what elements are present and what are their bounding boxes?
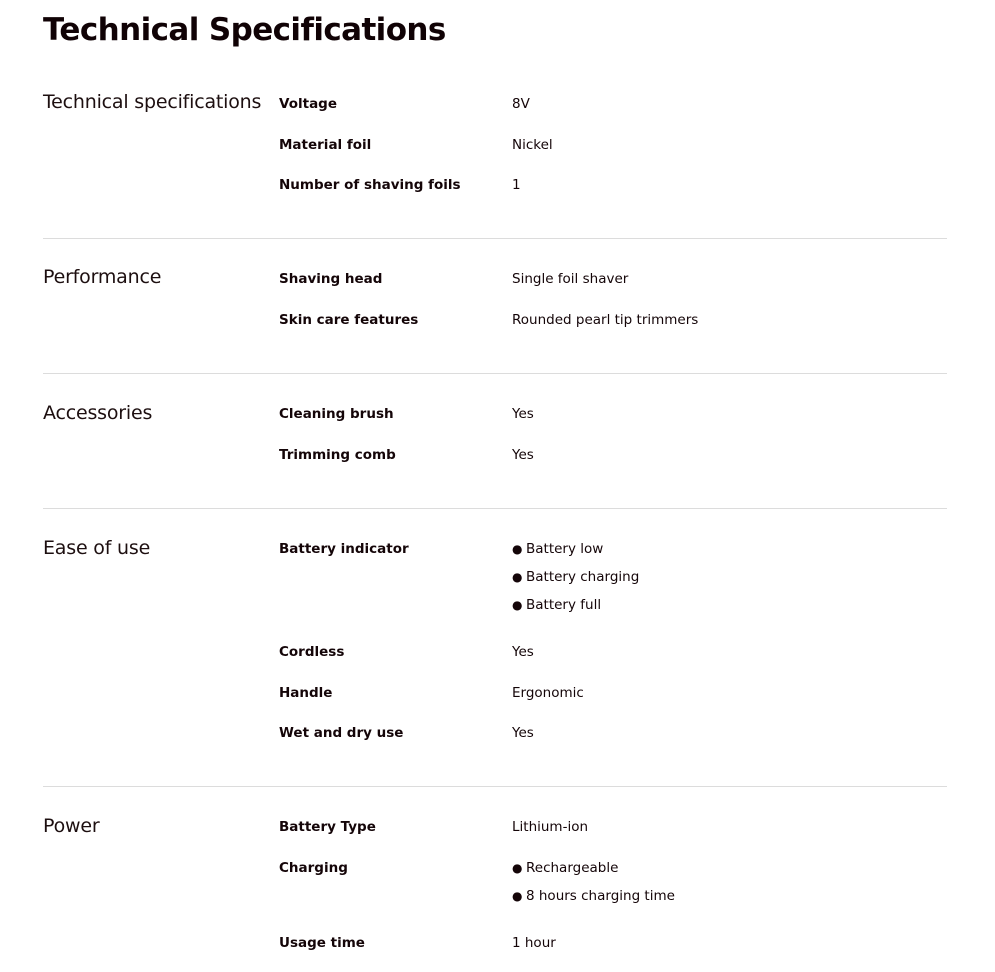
- section-title: Accessories: [43, 402, 153, 424]
- page-title: Technical Specifications: [43, 12, 446, 48]
- spec-label: Usage time: [279, 935, 365, 951]
- spec-label: Material foil: [279, 137, 372, 153]
- spec-label: Cordless: [279, 644, 345, 660]
- bullet-icon: ●: [512, 861, 523, 875]
- section-divider: [43, 508, 947, 509]
- section-divider: [43, 786, 947, 787]
- spec-row-battery-indicator: [43, 541, 947, 621]
- spec-value: Yes: [512, 406, 534, 422]
- spec-row-skin-care-features: [43, 312, 947, 332]
- spec-row-number-of-shaving-foils: [43, 177, 947, 197]
- section-divider: [43, 238, 947, 239]
- list-item: [512, 597, 639, 625]
- spec-row-trimming-comb: [43, 447, 947, 467]
- bullet-icon: ●: [512, 889, 523, 903]
- spec-row-material-foil: [43, 137, 947, 157]
- bullet-icon: ●: [512, 542, 523, 556]
- spec-row-cordless: [43, 644, 947, 664]
- spec-row-cleaning-brush: [43, 406, 947, 426]
- spec-value: Nickel: [512, 137, 553, 153]
- bullet-icon: ●: [512, 598, 523, 612]
- spec-row-wet-and-dry-use: [43, 725, 947, 745]
- spec-row-usage-time: [43, 935, 947, 955]
- spec-value: Yes: [512, 447, 534, 463]
- list-item: [512, 541, 639, 569]
- spec-label: Skin care features: [279, 312, 419, 328]
- spec-value-list: [512, 860, 675, 916]
- bullet-text: Battery full: [526, 597, 602, 613]
- bullet-text: 8 hours charging time: [526, 888, 675, 904]
- spec-label: Shaving head: [279, 271, 383, 287]
- bullet-text: Battery low: [526, 541, 604, 557]
- section-title: Technical specifications: [43, 91, 262, 113]
- spec-label: Handle: [279, 685, 333, 701]
- spec-label: Trimming comb: [279, 447, 396, 463]
- spec-label: Cleaning brush: [279, 406, 394, 422]
- spec-value: Ergonomic: [512, 685, 584, 701]
- spec-value: Single foil shaver: [512, 271, 629, 287]
- spec-row-battery-type: [43, 819, 947, 839]
- section-title: Power: [43, 815, 100, 837]
- spec-row-voltage: [43, 96, 947, 116]
- spec-value: Yes: [512, 725, 534, 741]
- spec-value: Lithium-ion: [512, 819, 589, 835]
- spec-label: Battery indicator: [279, 541, 409, 557]
- spec-row-shaving-head: [43, 271, 947, 291]
- spec-value: 1: [512, 177, 521, 193]
- spec-value: Rounded pearl tip trimmers: [512, 312, 699, 328]
- spec-label: Wet and dry use: [279, 725, 404, 741]
- section-divider: [43, 373, 947, 374]
- spec-value-list: [512, 541, 639, 625]
- section-title: Performance: [43, 266, 162, 288]
- spec-label: Battery Type: [279, 819, 376, 835]
- list-item: [512, 569, 639, 597]
- spec-row-charging: [43, 860, 947, 916]
- spec-value: 8V: [512, 96, 530, 112]
- spec-row-handle: [43, 685, 947, 705]
- bullet-text: Battery charging: [526, 569, 640, 585]
- spec-value: 1 hour: [512, 935, 556, 951]
- spec-label: Charging: [279, 860, 348, 876]
- bullet-icon: ●: [512, 570, 523, 584]
- bullet-text: Rechargeable: [526, 860, 619, 876]
- spec-value: Yes: [512, 644, 534, 660]
- list-item: [512, 860, 675, 888]
- spec-label: Voltage: [279, 96, 337, 112]
- list-item: [512, 888, 675, 916]
- spec-label: Number of shaving foils: [279, 177, 461, 193]
- section-title: Ease of use: [43, 537, 151, 559]
